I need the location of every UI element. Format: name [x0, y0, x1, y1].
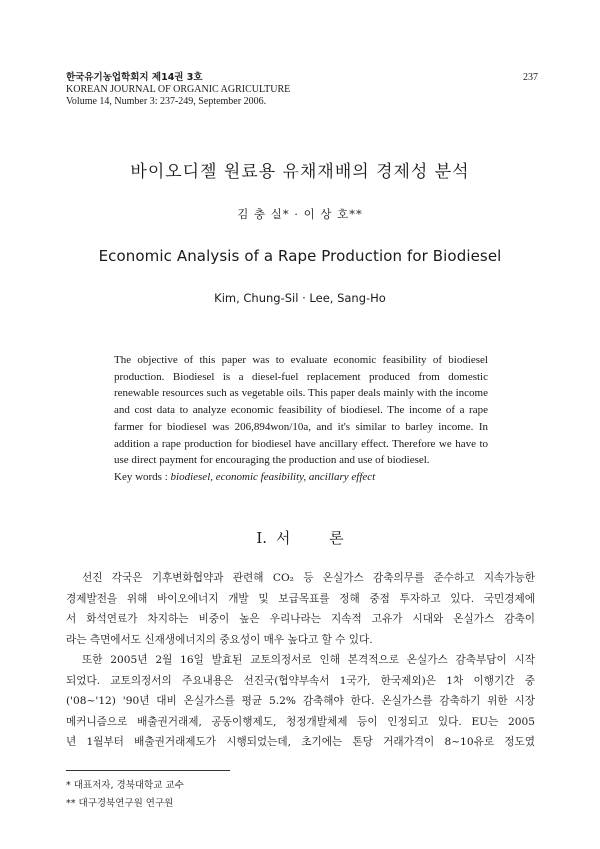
authors-korean: 김 충 실* · 이 상 호** — [237, 207, 363, 221]
section-heading — [0, 527, 600, 548]
journal-volume: Volume 14, Number 3: 237-249, September 2006. — [66, 96, 267, 107]
journal-name-korean: 한국유기농업학회지 제14권 3호 — [66, 72, 203, 83]
section-title-char-2: 론 — [329, 529, 344, 547]
body-line: 또한 2005년 2월 16일 발효된 교토의정서로 인해 본격적으로 온실가스 감축부담이 시작 — [82, 654, 535, 666]
keywords — [114, 471, 375, 483]
keywords-terms: biodiesel, economic feasibility, ancillary effect — [170, 471, 376, 483]
journal-header — [66, 72, 290, 108]
authors-english: Kim, Chung-Sil · Lee, Sang-Ho — [214, 291, 386, 305]
body-line: 되었다. 교토의정서의 주요내용은 선진국(협약부속서 1국가, 한국제외)은 1차 이행기간 중 — [66, 674, 535, 687]
body-line: ('08~'12) '90년 대비 온실가스를 평균 5.2% 감축해야 한다. 온실가스를 감축하기 위한 시장 — [66, 695, 535, 707]
footnote-divider — [66, 770, 230, 771]
body-line: 서 화석연료가 차지하는 비중이 높은 우리나라는 지속적 고유가 시대와 온실가스 감축이 — [66, 613, 535, 625]
title-korean: 바이오디젤 원료용 유채재배의 경제성 분석 — [130, 162, 470, 182]
abstract: The objective of this paper was to evaluate economic feasibility of biodiesel production. Biodiesel is a diesel-fuel replacement produced from domestic renewable resources such as vegetable oils. This paper deals mainly with the income and cost data to analyze economic feasibility of biodiesel. The income of a rape farmer for biodiesel was 206,894won/10a, and it's similar to barley income. In addition a rape production for biodiesel have ancillary effect. Therefore we have to use direct payment for encouraging the production and use of biodiesel. — [114, 354, 488, 467]
body-line: 선진 각국은 기후변화협약과 관련해 CO₂ 등 온실가스 감축의무를 준수하고 지속가능한 — [82, 572, 535, 584]
section-numeral: I. — [256, 529, 268, 547]
section-title-char-1: 서 — [275, 529, 291, 547]
body-line: 년 1월부터 배출권거래제도가 시행되었는데, 초기에는 톤당 거래가격이 8~10유로 정도였 — [66, 736, 535, 748]
title-english: Economic Analysis of a Rape Production for Biodiesel — [98, 247, 502, 265]
body-text — [66, 568, 535, 753]
footnote-2: ** 대구경북연구원 연구원 — [66, 798, 174, 809]
page-number: 237 — [523, 72, 538, 83]
keywords-label: Key words : — [114, 471, 168, 483]
body-line: 경제발전을 위해 바이오에너지 개발 및 보급목표를 정해 중점 투자하고 있다. 국민경제에 — [66, 592, 535, 605]
body-line: 라는 측면에서도 신재생에너지의 중요성이 매우 높다고 할 수 있다. — [66, 633, 373, 646]
footnote-1: * 대표저자, 경북대학교 교수 — [66, 780, 184, 791]
body-line: 메커니즘으로 배출권거래제, 공동이행제도, 청정개발체제 등이 인정되고 있다. EU는 2005 — [66, 715, 535, 728]
journal-name-english: KOREAN JOURNAL OF ORGANIC AGRICULTURE — [66, 84, 291, 95]
